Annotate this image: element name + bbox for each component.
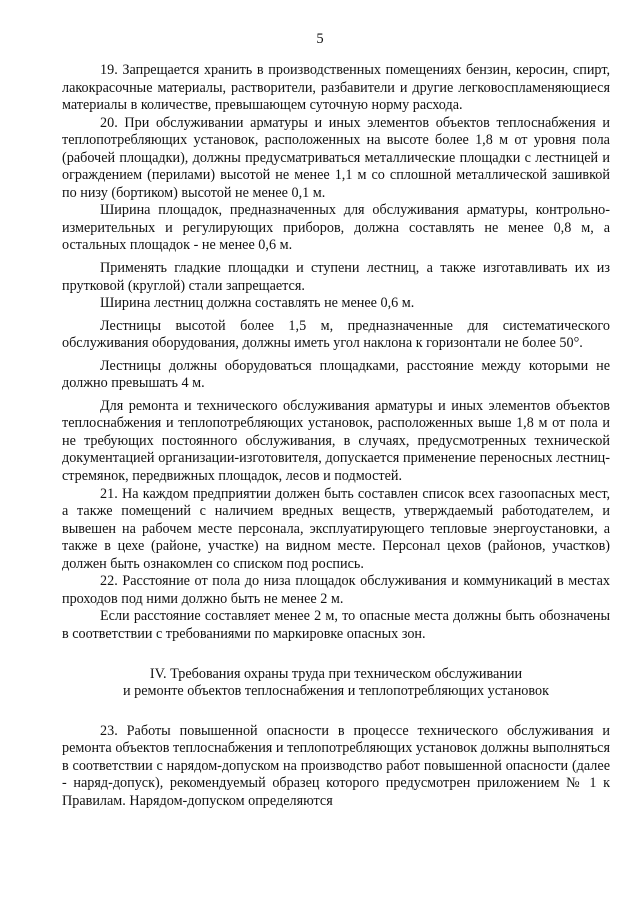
paragraph-ladder-angle: Лестницы высотой более 1,5 м, предназначенные для систематического обслуживания оборудования, должны иметь угол наклона к горизонтали не более 50°. xyxy=(62,317,610,352)
paragraph-23: 23. Работы повышенной опасности в процессе технического обслуживания и ремонта объектов теплоснабжения и теплопотребляющих установок должны выполняться в соответствии с нарядом-допуском на производство работ повышенной опасности (далее - наряд-допуск), рекомендуемый образец которого предусмотрен приложением № 1 к Правилам. Нарядом-допуском определяются xyxy=(62,722,610,809)
document-body xyxy=(62,62,610,810)
paragraph-22: 22. Расстояние от пола до низа площадок обслуживания и коммуникаций в местах проходов под ними должно быть не менее 2 м. xyxy=(62,573,610,607)
paragraph-19: 19. Запрещается хранить в производственных помещениях бензин, керосин, спирт, лакокрасочные материалы, растворители, разбавители и другие легковоспламеняющиеся материалы в количестве, превышающем суточную норму расхода. xyxy=(62,62,610,114)
paragraph-ladder-landings: Лестницы должны оборудоваться площадками, расстояние между которыми не должно превышать 4 м. xyxy=(62,357,610,392)
paragraph-ladder-width: Ширина лестниц должна составлять не менее 0,6 м. xyxy=(100,295,415,312)
paragraph-20: 20. При обслуживании арматуры и иных элементов объектов теплоснабжения и теплопотребляющих установок, расположенных на высоте более 1,8 м от уровня пола (рабочей площадки), должны предусматриваться металлические площадки с лестницей и ограждением (перилами) высотой не менее 1,1 м со сплошной металлической зашивкой по низу (бортиком) высотой не менее 0,1 м. xyxy=(62,114,610,201)
paragraph-platform-width: Ширина площадок, предназначенных для обслуживания арматуры, контрольно-измерительных и регулирующих приборов, должна составлять не менее 0,8 м, а остальных площадок - не менее 0,6 м. xyxy=(62,202,610,254)
paragraph-smooth-platforms: Применять гладкие площадки и ступени лестниц, а также изготавливать их из прутковой (круглой) стали запрещается. xyxy=(62,260,610,294)
section-heading-line-1: IV. Требования охраны труда при техническом обслуживании xyxy=(149,665,523,682)
paragraph-21: 21. На каждом предприятии должен быть составлен список всех газоопасных мест, а также помещений с наличием вредных веществ, утверждаемый работодателем, и вывешен на рабочем месте персонала, эксплуатирующего тепловые энергоустановки, а также в цехе (районе, участке) на видном месте. Персонал цехов (районов, участков) должен быть ознакомлен со списком под роспись. xyxy=(62,485,610,572)
section-heading xyxy=(62,666,610,701)
page-number: 5 xyxy=(316,31,324,47)
section-heading-line-2: и ремонте объектов теплоснабжения и теплопотребляющих установок xyxy=(123,683,549,700)
paragraph-danger-zones: Если расстояние составляет менее 2 м, то опасные места должны быть обозначены в соответствии с требованиями по маркировке опасных зон. xyxy=(62,608,610,642)
paragraph-portable-ladders: Для ремонта и технического обслуживания арматуры и иных элементов объектов теплоснабжения и теплопотребляющих установок, расположенных выше 1,8 м от пола и не требующих постоянного обслуживания, в случаях, предусмотренных технической документацией организации-изготовителя, допускается применение переносных лестниц-стремянок, передвижных площадок, лесов и подмостей. xyxy=(62,397,610,485)
